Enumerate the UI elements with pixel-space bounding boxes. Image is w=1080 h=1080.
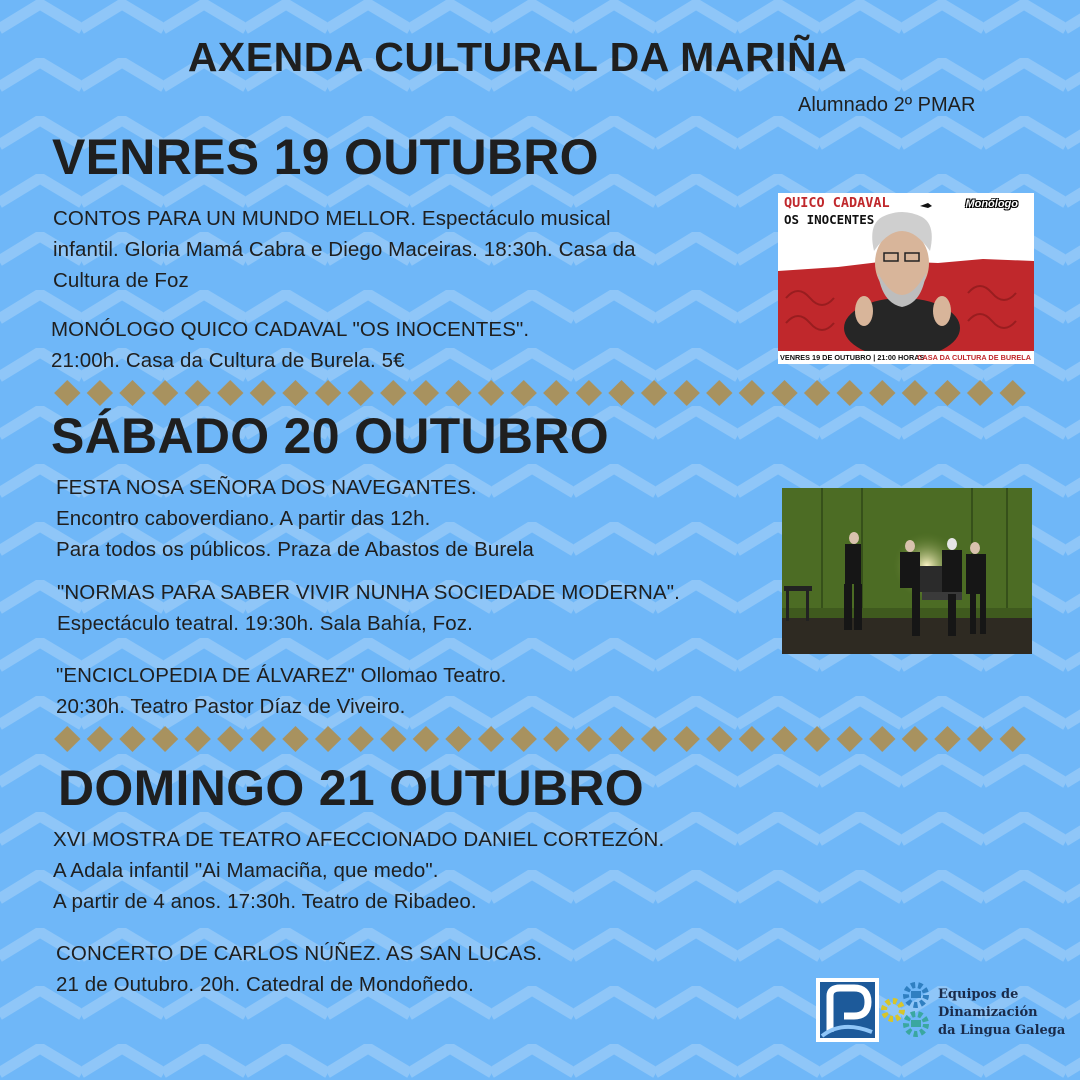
poster-footer-date: VENRES 19 DE OUTUBRO | 21:00 HORAS	[780, 353, 925, 362]
event-line: Cultura de Foz	[53, 269, 189, 292]
org-line: da Lingua Galega	[938, 1023, 1066, 1038]
event-normas	[57, 577, 680, 639]
event-contos	[53, 203, 636, 296]
event-monologo	[51, 314, 529, 376]
event-festa-navegantes	[56, 472, 534, 565]
event-line: Para todos os públicos. Praza de Abastos de Burela	[56, 538, 534, 561]
poster-badge: Monólogo	[965, 198, 1018, 210]
event-line: infantil. Gloria Mamá Cabra e Diego Maceiras. 18:30h. Casa da	[53, 238, 636, 261]
event-line: CONCERTO DE CARLOS NÚÑEZ. AS SAN LUCAS.	[56, 942, 543, 965]
day-heading-saturday: SÁBADO 20 OUTUBRO	[51, 408, 609, 464]
poster-footer	[778, 351, 1034, 364]
event-line: "NORMAS PARA SABER VIVIR NUNHA SOCIEDADE MODERNA".	[57, 581, 680, 604]
event-line: XVI MOSTRA DE TEATRO AFECCIONADO DANIEL CORTEZÓN.	[53, 828, 665, 851]
poster-subtitle: OS INOCENTES	[784, 212, 875, 227]
edl-logo-text	[938, 986, 1065, 1040]
event-line: MONÓLOGO QUICO CADAVAL "OS INOCENTES".	[51, 318, 530, 341]
event-line: Espectáculo teatral. 19:30h. Sala Bahía, Foz.	[57, 612, 473, 635]
day-heading-friday: VENRES 19 OUTUBRO	[52, 129, 599, 185]
event-line: 20:30h. Teatro Pastor Díaz de Viveiro.	[56, 695, 406, 718]
school-logo	[816, 978, 879, 1042]
school-logo-art	[816, 978, 879, 1042]
stage-photo-art	[782, 488, 1032, 654]
theatre-stage-photo	[782, 488, 1032, 654]
event-line: "ENCICLOPEDIA DE ÁLVAREZ" Ollomao Teatro.	[56, 664, 507, 687]
event-line: Encontro caboverdiano. A partir das 12h.	[56, 507, 431, 530]
poster-title: QUICO CADAVAL	[784, 195, 890, 211]
diamond-divider	[51, 379, 1031, 407]
org-line: Dinamización	[938, 1005, 1038, 1020]
event-line: 21 de Outubro. 20h. Catedral de Mondoñedo.	[56, 973, 474, 996]
event-line: CONTOS PARA UN MUNDO MELLOR. Espectáculo musical	[53, 207, 611, 230]
diamond-divider	[51, 725, 1031, 753]
monologo-poster-image	[778, 193, 1034, 364]
event-line: 21:00h. Casa da Cultura de Burela. 5€	[51, 349, 405, 372]
org-line: Equipos de	[938, 987, 1019, 1002]
page-title: AXENDA CULTURAL DA MARIÑA	[187, 34, 848, 80]
poster-footer-venue: CASA DA CULTURA DE BURELA	[917, 353, 1031, 362]
event-line: A partir de 4 anos. 17:30h. Teatro de Ribadeo.	[53, 890, 477, 913]
gears-icon	[880, 980, 936, 1040]
event-line: FESTA NOSA SEÑORA DOS NAVEGANTES.	[56, 476, 477, 499]
event-mostra-teatro	[53, 824, 664, 917]
page-subtitle: Alumnado 2º PMAR	[798, 94, 976, 116]
event-enciclopedia	[56, 660, 506, 722]
day-heading-sunday: DOMINGO 21 OUTUBRO	[58, 760, 644, 816]
event-concerto-nunez	[56, 938, 542, 1000]
event-line: A Adala infantil "Ai Mamaciña, que medo".	[53, 859, 439, 882]
